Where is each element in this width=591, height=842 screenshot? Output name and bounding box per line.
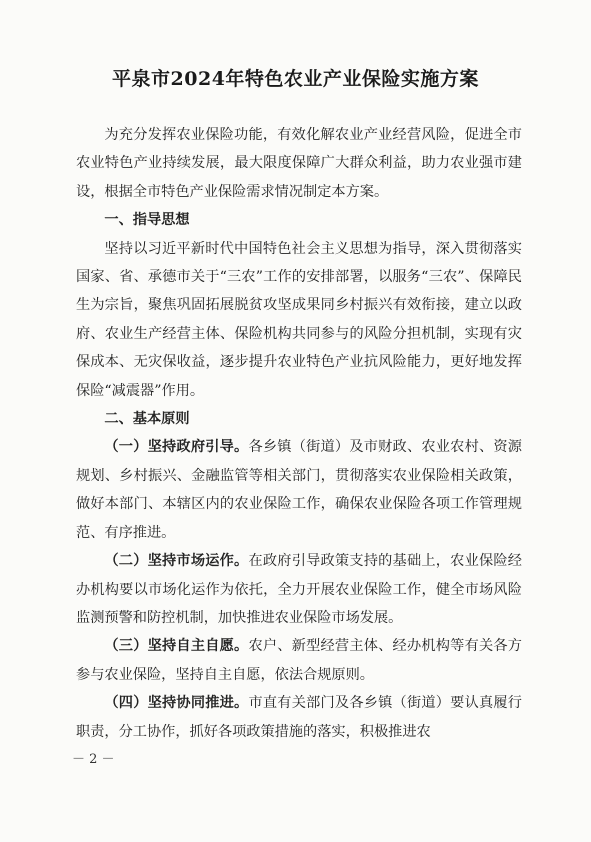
document-body	[76, 121, 522, 746]
principle-3-lead: （三）坚持自主自愿。	[104, 638, 249, 655]
intro-paragraph: 为充分发挥农业保险功能，有效化解农业产业经营风险，促进全市农业特色产业持续发展，最大限度保障广大群众利益，助力农业强市建设，根据全市特色产业保险需求情况制定本方案。	[76, 127, 522, 200]
principle-2-lead: （二）坚持市场运作。	[104, 553, 249, 570]
section-heading-basic-principles: 二、基本原则	[104, 411, 190, 428]
principle-paragraph-4	[76, 689, 522, 746]
document-title: 平泉市2024年特色农业产业保险实施方案	[112, 68, 479, 90]
principle-paragraph-3	[76, 632, 522, 689]
principle-paragraph-1	[76, 433, 522, 547]
principle-paragraph-2	[76, 547, 522, 632]
page-number: － 2 －	[72, 752, 115, 767]
principle-4-text: 市直有关部门及各乡镇（街道）要认真履行职责，分工协作，抓好各项政策措施的落实，积极推进农	[76, 695, 522, 740]
principle-3-text: 农户、新型经营主体、经办机构等有关各方参与农业保险，坚持自主自愿，依法合规原则。	[76, 638, 522, 683]
guiding-ideology-paragraph: 坚持以习近平新时代中国特色社会主义思想为指导，深入贯彻落实国家、省、承德市关于“三农”工作的安排部署，以服务“三农”、保障民生为宗旨，聚焦巩固拓展脱贫攻坚成果同乡村振兴有效衔接，建立以政府、农业生产经营主体、保险机构共同参与的风险分担机制，实现有灾保成本、无灾保收益，逐步提升农业特色产业抗风险能力，更好地发挥保险“减震器”作用。	[76, 240, 522, 399]
principle-1-text: 各乡镇（街道）及市财政、农业农村、资源规划、乡村振兴、金融监管等相关部门，贯彻落实农业保险相关政策，做好本部门、本辖区内的农业保险工作，确保农业保险各项工作管理规范、有序推进。	[76, 439, 522, 541]
principle-2-text: 在政府引导政策支持的基础上，农业保险经办机构要以市场化运作为依托，全力开展农业保险工作，健全市场风险监测预警和防控机制，加快推进农业保险市场发展。	[76, 553, 522, 626]
principle-1-lead: （一）坚持政府引导。	[104, 439, 249, 456]
section-heading-guiding-ideology: 一、指导思想	[104, 212, 190, 229]
principle-4-lead: （四）坚持协同推进。	[104, 695, 249, 712]
